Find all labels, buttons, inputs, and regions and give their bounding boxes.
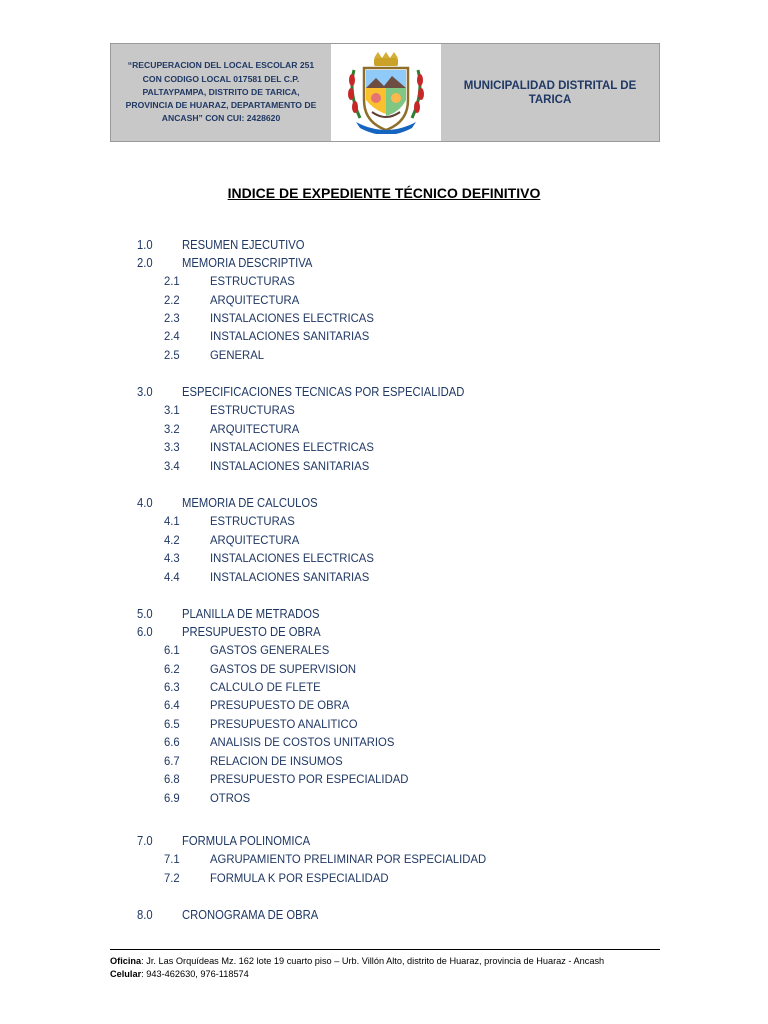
toc-entry [164,348,264,362]
office-address: : Jr. Las Orquídeas Mz. 162 lote 19 cuarto piso – Urb. Villón Alto, distrito de Huaraz, provincia de Huaraz - Ancash [141,956,605,966]
toc-entry-number: 2.0 [137,256,153,270]
toc-entry-number: 7.2 [164,871,180,885]
toc-entry-number: 6.3 [164,680,180,694]
toc-entry-number: 6.8 [164,772,180,786]
toc-entry-number: 3.3 [164,440,180,454]
toc-entry [164,274,295,288]
toc-entry-label: MEMORIA DESCRIPTIVA [182,256,313,270]
toc-entry-number: 6.4 [164,698,180,712]
document-footer [110,955,670,981]
toc-entry [164,403,295,417]
toc-entry [164,680,321,694]
toc-entry-label: ARQUITECTURA [210,293,300,307]
toc-entry [137,625,321,639]
phone-line [110,968,670,981]
toc-entry-number: 2.4 [164,329,180,343]
toc-entry-number: 4.2 [164,533,180,547]
toc-entry-label: MEMORIA DE CALCULOS [182,496,318,510]
toc-entry-number: 6.2 [164,662,180,676]
toc-entry-number: 6.0 [137,625,153,639]
toc-entry [164,293,299,307]
toc-entry-label: GASTOS DE SUPERVISION [210,662,357,676]
toc-entry [164,754,343,768]
toc-entry-label: OTROS [210,791,251,805]
municipality-name: MUNICIPALIDAD DISTRITAL DE TARICA [463,79,637,106]
toc-entry-label: PRESUPUESTO POR ESPECIALIDAD [210,772,409,786]
toc-entry-label: ESTRUCTURAS [210,514,295,528]
toc-entry [137,834,310,848]
toc-entry [137,256,312,270]
toc-entry-number: 6.9 [164,791,180,805]
toc-entry-number: 7.1 [164,852,180,866]
toc-entry-label: PRESUPUESTO ANALITICO [210,717,358,731]
toc-entry [164,514,295,528]
toc-entry-label: ESPECIFICACIONES TECNICAS POR ESPECIALIDAD [182,385,465,399]
toc-entry-number: 6.5 [164,717,180,731]
toc-entry [164,791,250,805]
toc-entry [164,698,349,712]
toc-entry-label: PRESUPUESTO DE OBRA [210,698,350,712]
toc-entry-label: INSTALACIONES ELECTRICAS [210,440,374,454]
toc-entry-number: 2.2 [164,293,180,307]
toc-entry [164,311,374,325]
toc-entry-label: PLANILLA DE METRADOS [182,607,320,621]
toc-entry-number: 4.1 [164,514,180,528]
toc-entry-label: FORMULA POLINOMICA [182,834,311,848]
toc-entry-number: 4.4 [164,570,180,584]
toc-entry-number: 7.0 [137,834,153,848]
toc-entry [164,551,374,565]
toc-entry-number: 3.0 [137,385,153,399]
toc-entry [164,440,374,454]
toc-entry [164,852,486,866]
toc-entry-number: 2.3 [164,311,180,325]
toc-entry-label: FORMULA K POR ESPECIALIDAD [210,871,389,885]
toc-entry-label: ESTRUCTURAS [210,274,295,288]
project-title: “RECUPERACION DEL LOCAL ESCOLAR 251 CON CODIGO LOCAL 017581 DEL C.P. PALTAYPAMPA, DISTRITO DE TARICA, PROVINCIA DE HUARAZ, DEPARTAMENTO DE ANCASH” CON CUI: 2428620 [125,60,317,124]
toc-entry-label: INSTALACIONES SANITARIAS [210,459,370,473]
toc-entry-number: 2.1 [164,274,180,288]
toc-entry [164,570,369,584]
toc-entry [164,422,299,436]
toc-entry-label: INSTALACIONES SANITARIAS [210,570,370,584]
toc-entry-number: 3.4 [164,459,180,473]
toc-entry [164,643,329,657]
toc-entry-label: ESTRUCTURAS [210,403,295,417]
toc-entry [164,871,389,885]
toc-entry-label: GASTOS GENERALES [210,643,330,657]
phone-numbers: : 943-462630, 976-118574 [141,969,249,979]
toc-entry-number: 8.0 [137,908,153,922]
toc-entry-number: 6.1 [164,643,180,657]
toc-entry-number: 6.6 [164,735,180,749]
toc-entry-number: 4.3 [164,551,180,565]
toc-entry-number: 2.5 [164,348,180,362]
toc-entry [164,735,394,749]
toc-entry-label: ARQUITECTURA [210,422,300,436]
toc-entry-label: RELACION DE INSUMOS [210,754,343,768]
toc-entry-label: INSTALACIONES SANITARIAS [210,329,370,343]
toc-entry-number: 4.0 [137,496,153,510]
office-address-line [110,955,670,968]
office-label: Oficina [110,956,142,966]
toc-entry [164,717,358,731]
toc-entry [164,329,369,343]
toc-entry-label: AGRUPAMIENTO PRELIMINAR POR ESPECIALIDAD [210,852,487,866]
toc-entry [164,533,299,547]
toc-entry-label: GENERAL [210,348,265,362]
toc-entry-number: 1.0 [137,238,153,252]
toc-entry [164,662,356,676]
toc-entry-label: RESUMEN EJECUTIVO [182,238,305,252]
toc-entry-label: INSTALACIONES ELECTRICAS [210,311,374,325]
toc-entry-label: ARQUITECTURA [210,533,300,547]
toc-entry [164,772,408,786]
toc-entry [137,908,318,922]
toc-entry [137,385,464,399]
toc-entry-number: 6.7 [164,754,180,768]
phone-label: Celular [110,969,142,979]
toc-entry [137,238,305,252]
toc-entry-number: 3.1 [164,403,180,417]
footer-divider [110,949,660,950]
toc-entry [137,496,318,510]
toc-entry-label: CRONOGRAMA DE OBRA [182,908,319,922]
toc-entry-number: 3.2 [164,422,180,436]
toc-entry [164,459,369,473]
toc-entry-label: INSTALACIONES ELECTRICAS [210,551,374,565]
toc-entry-label: ANALISIS DE COSTOS UNITARIOS [210,735,395,749]
toc-entry-label: CALCULO DE FLETE [210,680,321,694]
document-title: INDICE DE EXPEDIENTE TÉCNICO DEFINITIVO [227,185,541,201]
toc-entry [137,607,320,621]
toc-entry-number: 5.0 [137,607,153,621]
toc-entry-label: PRESUPUESTO DE OBRA [182,625,321,639]
